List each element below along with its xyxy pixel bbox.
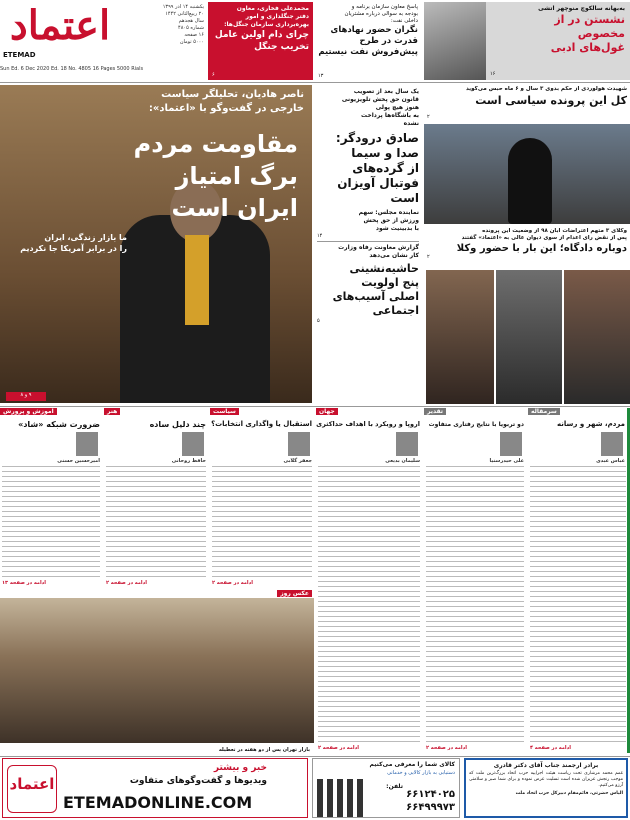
bazaar-photo-box[interactable] — [0, 590, 314, 753]
col-opinion-photo — [500, 432, 522, 456]
teaser-atashi-kicker: به‌بهانه سالکوچ منوچهر آتشی — [538, 5, 625, 12]
ad-phone-sub: دستیابی به بازار کالایی و خدماتی — [387, 770, 455, 776]
bazaar-caption: بازار تهران پس از دو هفته در تعطیله — [218, 747, 310, 753]
col-education-title: ضرورت شبکه «شاد» — [18, 420, 100, 429]
col-education[interactable] — [0, 408, 102, 588]
ad-condolence-title: برادر ارجمند جناب آقای دکتر قادری — [493, 762, 599, 769]
col-politics-more[interactable]: ادامه در صفحه ۲ — [212, 580, 253, 586]
lead-page-badge — [6, 392, 46, 401]
ad-phone-figures — [317, 779, 367, 817]
teaser-oil-headline-3: پیش‌فروش نفت نیستیم — [318, 47, 418, 57]
col-opinion-body — [426, 466, 524, 744]
hijab-kicker: شهیدت هولوردی از حکم بدوی ۳ سال و ۶ ماه حبس می‌گوید — [465, 86, 627, 92]
price-label: ۵۰۰۰ تومان — [179, 39, 204, 45]
protest-photo-1 — [564, 270, 630, 404]
teaser-oil[interactable] — [315, 2, 421, 80]
sport-page: ۱۴ — [317, 233, 323, 239]
bazaar-label: عکس روز — [277, 590, 312, 597]
dateline-text: Sun Ed. 6 Dec 2020 Ed. 18 No. 4805 16 Pages 5000 Rials — [0, 66, 144, 72]
ad-phone-label: تلفن: — [386, 783, 403, 790]
col-art-more[interactable]: ادامه در صفحه ۲ — [106, 580, 147, 586]
sport-headline-1: صادق درودگر: — [335, 131, 419, 145]
col-opinion-more[interactable]: ادامه در صفحه ۲ — [426, 745, 467, 751]
col-politics-title: استقبال یا واگذاری انتخابات؟ — [211, 420, 312, 428]
ad-condolence-body: غمم محمد مرشاری تحت ریاست هیئت اجراییه حزب اتحاد بزرگ‌ترین ملت که موجب رنجش عزیزان شده است تسلیت عرض نموده و برای شما صبر و سلامتی آرزو می‌کنیم. — [469, 771, 623, 788]
bazaar-photo — [0, 598, 314, 743]
ad-phone[interactable] — [312, 758, 460, 818]
ad-phone-title: کالای شما را معرفی می‌کنیم — [369, 761, 455, 768]
sport-headline-5: است — [390, 191, 419, 205]
col-editorial-more[interactable]: ادامه در صفحه ۴ — [530, 745, 571, 751]
date-hijri: ۲۰ ربیع‌الثانی ۱۴۴۲ — [165, 11, 204, 17]
lead-headline-1: مقاومت مردم — [133, 130, 298, 158]
col-art-body — [106, 466, 206, 578]
ad-phone-number-1[interactable]: ۶۶۱۲۴۰۲۵ — [406, 789, 455, 800]
lead-sub-1: ما بازار زندگی، ایران — [44, 233, 127, 242]
sport-kicker-5: نشده — [403, 120, 419, 127]
teaser-forest-kicker-1: محمدعلی فخاری، معاون — [236, 5, 309, 12]
pages-label: ۱۶ صفحه — [184, 32, 204, 38]
divider-mid — [0, 406, 630, 407]
lead-story[interactable] — [0, 88, 312, 388]
sport-headline-4: فوتبال آویزان — [337, 176, 419, 190]
col-editorial-photo — [601, 432, 623, 456]
masthead-logo[interactable] — [0, 0, 120, 62]
lead-sub-2: را در برابر آمریکا جا نکردیم — [20, 244, 127, 253]
sport-kicker-2: قانون حق پخش تلویزیونی — [341, 96, 419, 103]
ad-website-logo-text: اعتماد — [9, 775, 55, 793]
teaser-oil-headline-2: قدرت در طرح — [359, 36, 418, 46]
col-art-label: هنر — [104, 408, 120, 415]
col-editorial[interactable] — [528, 408, 630, 753]
hijab-page: ۲ — [427, 114, 430, 120]
welfare-headline-1: حاشیه‌نشینی — [349, 262, 419, 275]
logo-latin: ETEMAD — [3, 51, 36, 59]
col-world-more[interactable]: ادامه در صفحه ۲ — [318, 745, 359, 751]
sport-kicker-3: هنوز هیچ پولی — [375, 104, 419, 111]
logo-text: اعتماد — [9, 2, 111, 49]
col-art-photo — [182, 432, 204, 456]
welfare-kicker-2: کار نشان می‌دهد — [369, 252, 419, 259]
col-editorial-label: سرمقاله — [528, 408, 560, 415]
col-politics-label: سیاست — [210, 408, 239, 415]
col-art[interactable] — [104, 408, 208, 588]
ad-condolence-signer: الیاس حضرتی، قائم‌مقام دبیرکل حزب اتحاد ملت — [515, 791, 623, 796]
teaser-forest-headline-2: تخریب جنگل — [254, 42, 309, 52]
col-editorial-title: مردم، شهر و رسانه — [556, 420, 625, 428]
middle-column[interactable] — [314, 86, 422, 404]
teaser-forest-kicker-3: بهره‌برداری سازمان جنگل‌ها: — [224, 21, 309, 28]
welfare-headline-4: اجتماعی — [372, 304, 419, 317]
hijab-headline: کل این پرونده سیاسی است — [475, 94, 627, 107]
ad-website-line-1: خبر و بیشتر — [213, 763, 267, 773]
masthead-info — [120, 4, 204, 62]
mid-divider — [317, 241, 419, 242]
col-education-author: امیرحسین حسنی — [57, 458, 100, 464]
welfare-kicker-1: گزارش معاونت رفاه وزارت — [338, 244, 419, 251]
teaser-atashi-page: ۱۶ — [490, 71, 496, 77]
col-education-more[interactable]: ادامه در صفحه ۱۳ — [2, 580, 46, 586]
protest-kicker-2: پس از نقض رای اعدام از سوی دیوان عالی به «اعتماد» گفتند — [461, 235, 627, 241]
sport-headline-3: از گرده‌های — [352, 161, 419, 175]
lead-headline-3: ایران است — [171, 194, 298, 222]
col-politics-author: جعفر گلابی — [283, 458, 312, 464]
col-editorial-author: عباس عبدی — [596, 458, 625, 464]
lead-headline-2: برگ امتیاز — [175, 162, 298, 190]
teaser-atashi-headline-1: نشستن در از — [554, 13, 625, 26]
protest-kicker-1: وکلای ۳ متهم اعتراضات آبان ۹۸ از وضعیت این پرونده — [482, 228, 627, 234]
lead-page-number: ۹ و ۸ — [20, 392, 32, 398]
sport-sub-2: ورزش از حق پخش — [363, 217, 419, 224]
col-opinion-label: تقدیر — [424, 408, 446, 415]
hijab-photo — [424, 124, 630, 224]
teaser-forest[interactable] — [208, 2, 313, 80]
ad-phone-number-2[interactable]: ۶۶۴۹۹۹۷۳ — [406, 802, 455, 813]
col-education-label: آموزش و پرورش — [0, 408, 57, 415]
teaser-forest-page: ۶ — [212, 72, 215, 78]
issue-label: شماره ۴۸۰۵ — [178, 25, 204, 31]
divider-top — [0, 82, 630, 83]
col-education-body — [2, 466, 100, 578]
welfare-page: ۵ — [317, 318, 320, 324]
col-world-author: سلیمان بدیعی — [385, 458, 420, 464]
col-opinion-title: دو تربویا با نتایج رفتاری متفاوت — [428, 421, 524, 428]
col-politics-body — [212, 466, 312, 578]
col-editorial-body — [530, 466, 626, 744]
protest-photo-3 — [426, 270, 494, 404]
teaser-oil-kicker-3: داخلی نفت: — [390, 18, 418, 24]
sport-sub-3: با بدبینیت شود — [375, 225, 419, 232]
col-world[interactable] — [316, 408, 422, 753]
date-persian: یکشنبه ۱۴ آذر ۱۳۹۹ — [162, 4, 204, 10]
atashi-photo — [424, 2, 486, 80]
dateline-en — [0, 66, 206, 75]
col-world-label: جهان — [316, 408, 338, 415]
teaser-oil-kicker-2: بودجه به سوالی درباره مشتریان — [344, 11, 418, 17]
col-art-title: چند دلیل ساده — [149, 420, 206, 429]
protest-story[interactable] — [424, 228, 630, 404]
divider-bottom — [0, 756, 630, 757]
teaser-oil-page: ۱۳ — [318, 73, 324, 79]
col-art-author: حافظ روحانی — [171, 458, 206, 464]
col-education-photo — [76, 432, 98, 456]
hijab-photo-figure — [508, 138, 552, 224]
teaser-oil-kicker-1: پاسخ معاون سازمان برنامه و — [351, 4, 418, 10]
teaser-atashi[interactable] — [424, 2, 630, 80]
col-politics[interactable] — [210, 408, 314, 588]
teaser-oil-headline-1: نگران حضور نهادهای — [330, 25, 418, 35]
col-world-body — [318, 466, 420, 744]
protest-headline: دوباره دادگاه؛ این بار با حضور وکلا — [456, 243, 627, 254]
sport-sub-1: نماینده مجلس: سهم — [358, 209, 419, 216]
sport-kicker-1: یک سال بعد از تصویب — [353, 88, 419, 95]
hijab-story[interactable] — [424, 86, 630, 224]
col-opinion-author: علی حیدرسنیا — [489, 458, 524, 464]
col-opinion[interactable] — [424, 408, 526, 753]
col-world-photo — [396, 432, 418, 456]
col-politics-photo — [288, 432, 310, 456]
ad-website-url[interactable]: ETEMADONLINE.COM — [63, 793, 253, 812]
teaser-forest-headline-1: چرای دام اولین عامل — [214, 30, 309, 40]
ad-website-line-2: ویدیوها و گفت‌وگوهای متفاوت — [129, 776, 267, 786]
lead-kicker-2: خارجی در گفت‌وگو با «اعتماد»: — [148, 103, 304, 114]
sport-kicker-4: به باشگاه‌ها پرداخت — [361, 112, 419, 119]
ad-condolence[interactable] — [464, 758, 628, 818]
teaser-atashi-headline-3: غول‌های ادبی — [550, 41, 625, 54]
year-label: سال هجدهم — [178, 18, 204, 24]
teaser-forest-kicker-2: دفتر جنگلداری و امور — [245, 13, 309, 20]
sport-headline-2: صدا و سیما — [351, 146, 419, 160]
welfare-headline-2: پنج اولویت — [361, 276, 419, 289]
col-world-title: اروپا و روبکرد با اهداف حداکثری — [316, 420, 420, 428]
protest-page: ۲ — [427, 254, 430, 260]
ad-website[interactable] — [2, 758, 308, 818]
welfare-headline-3: اصلی آسیب‌های — [332, 290, 419, 303]
teaser-atashi-headline-2: مخصوص — [577, 27, 625, 40]
protest-photo-2 — [496, 270, 562, 404]
lead-kicker-1: ناصر هادیان، تحلیلگر سیاست — [161, 89, 304, 100]
